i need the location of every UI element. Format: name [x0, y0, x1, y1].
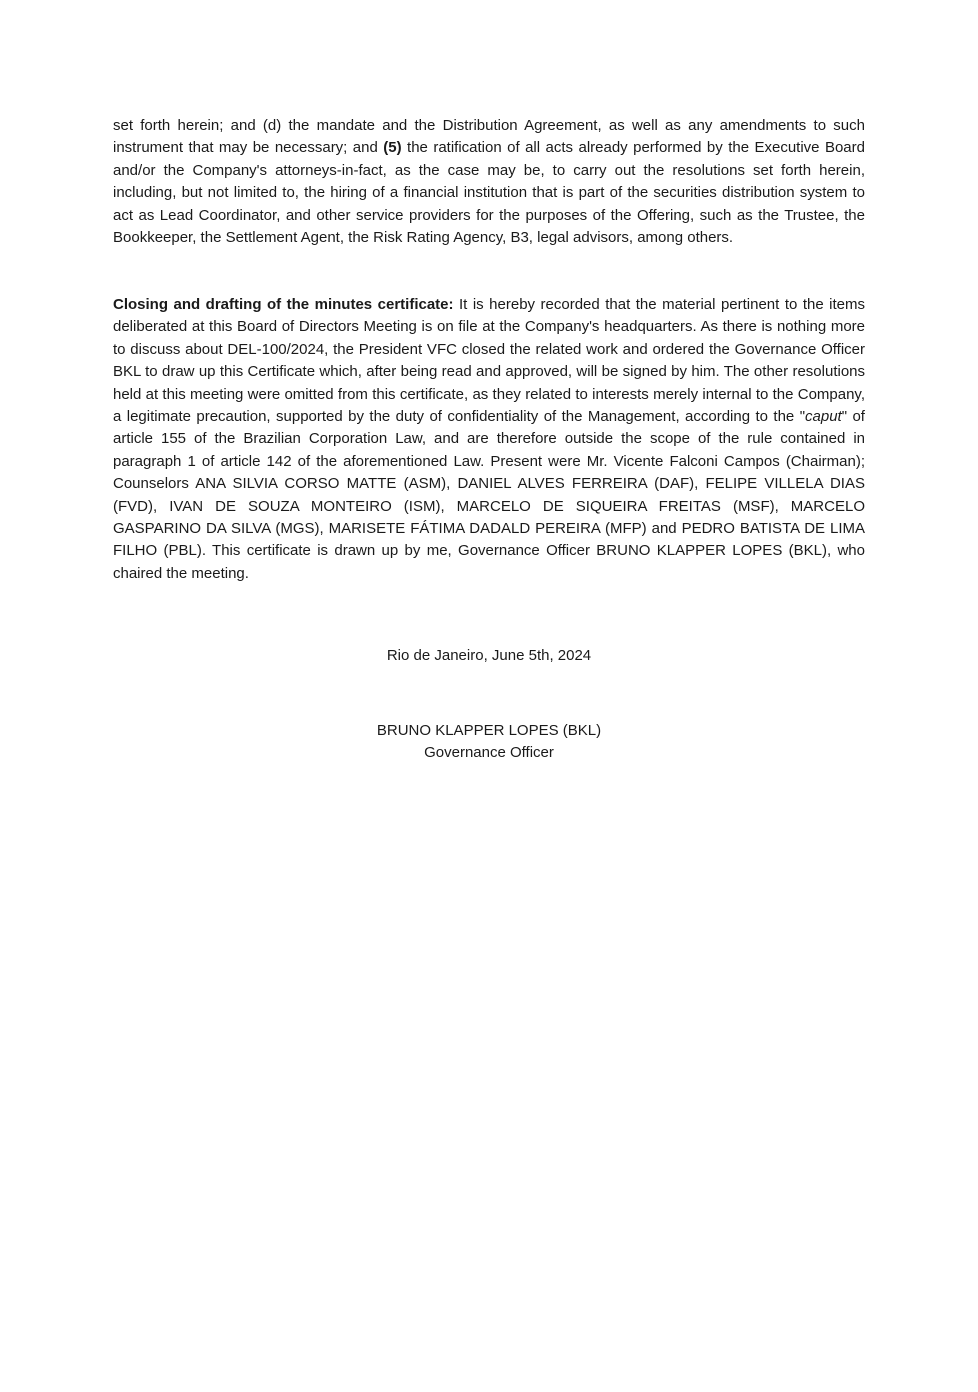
closing-text-end: " of article 155 of the Brazilian Corporation Law, and are therefore outside the scope of the rule contained in paragraph 1 of article 142 of the aforementioned Law. Present were Mr. Vicente Falconi Campos (Chairman); Counselors ANA SILVIA CORSO MATTE (ASM), DANIEL ALVES FERREIRA (DAF), FELIPE VILLELA DIAS (FVD), IVAN DE SOUZA MONTEIRO (ISM), MARCELO DE SIQUEIRA FREITAS (MSF), MARCELO GASPARINO DA SILVA (MGS), MARISETE FÁTIMA DADALD PEREIRA (MFP) and PEDRO BATISTA DE LIMA FILHO (PBL). This certificate is drawn up by me, Governance Officer BRUNO KLAPPER LOPES (BKL), who chaired the meeting.: [113, 408, 865, 582]
closing-heading: Closing and drafting of the minutes certificate:: [113, 296, 454, 313]
signer-name: BRUNO KLAPPER LOPES (BKL): [376, 722, 602, 739]
closing-paragraph: [113, 294, 865, 585]
closing-text-start: It is hereby recorded that the material pertinent to the items deliberated at this Board of Directors Meeting is on file at the Company's headquarters. As there is nothing more to discuss about DEL-100/2024, the President VFC closed the related work and ordered the Governance Officer BKL to draw up this Certificate which, after being read and approved, will be signed by him. The other resolutions held at this meeting were omitted from this certificate, as they related to interests merely internal to the Company, a legitimate precaution, supported by the duty of confidentiality of the Management, according to the ": [113, 296, 866, 426]
ratification-text-start: set forth herein; and (d) the mandate and the Distribution Agreement, as well as any amendments to such instrument that may be necessary; and: [113, 117, 865, 157]
place-and-date: Rio de Janeiro, June 5th, 2024: [386, 647, 592, 664]
signer-title: Governance Officer: [424, 744, 554, 761]
caput-word: caput: [805, 408, 842, 426]
ratification-paragraph: [113, 115, 865, 249]
ratification-text-end: the ratification of all acts already performed by the Executive Board and/or the Company's attorneys-in-fact, as the case may be, to carry out the resolutions set forth herein, including, but not limited to, the hiring of a financial institution that is part of the securities distribution system to act as Lead Coordinator, and other service providers for the purposes of the Offering, such as the Trustee, the Bookkeeper, the Settlement Agent, the Risk Rating Agency, B3, legal advisors, among others.: [113, 139, 865, 247]
item-number-5: (5): [383, 139, 402, 157]
